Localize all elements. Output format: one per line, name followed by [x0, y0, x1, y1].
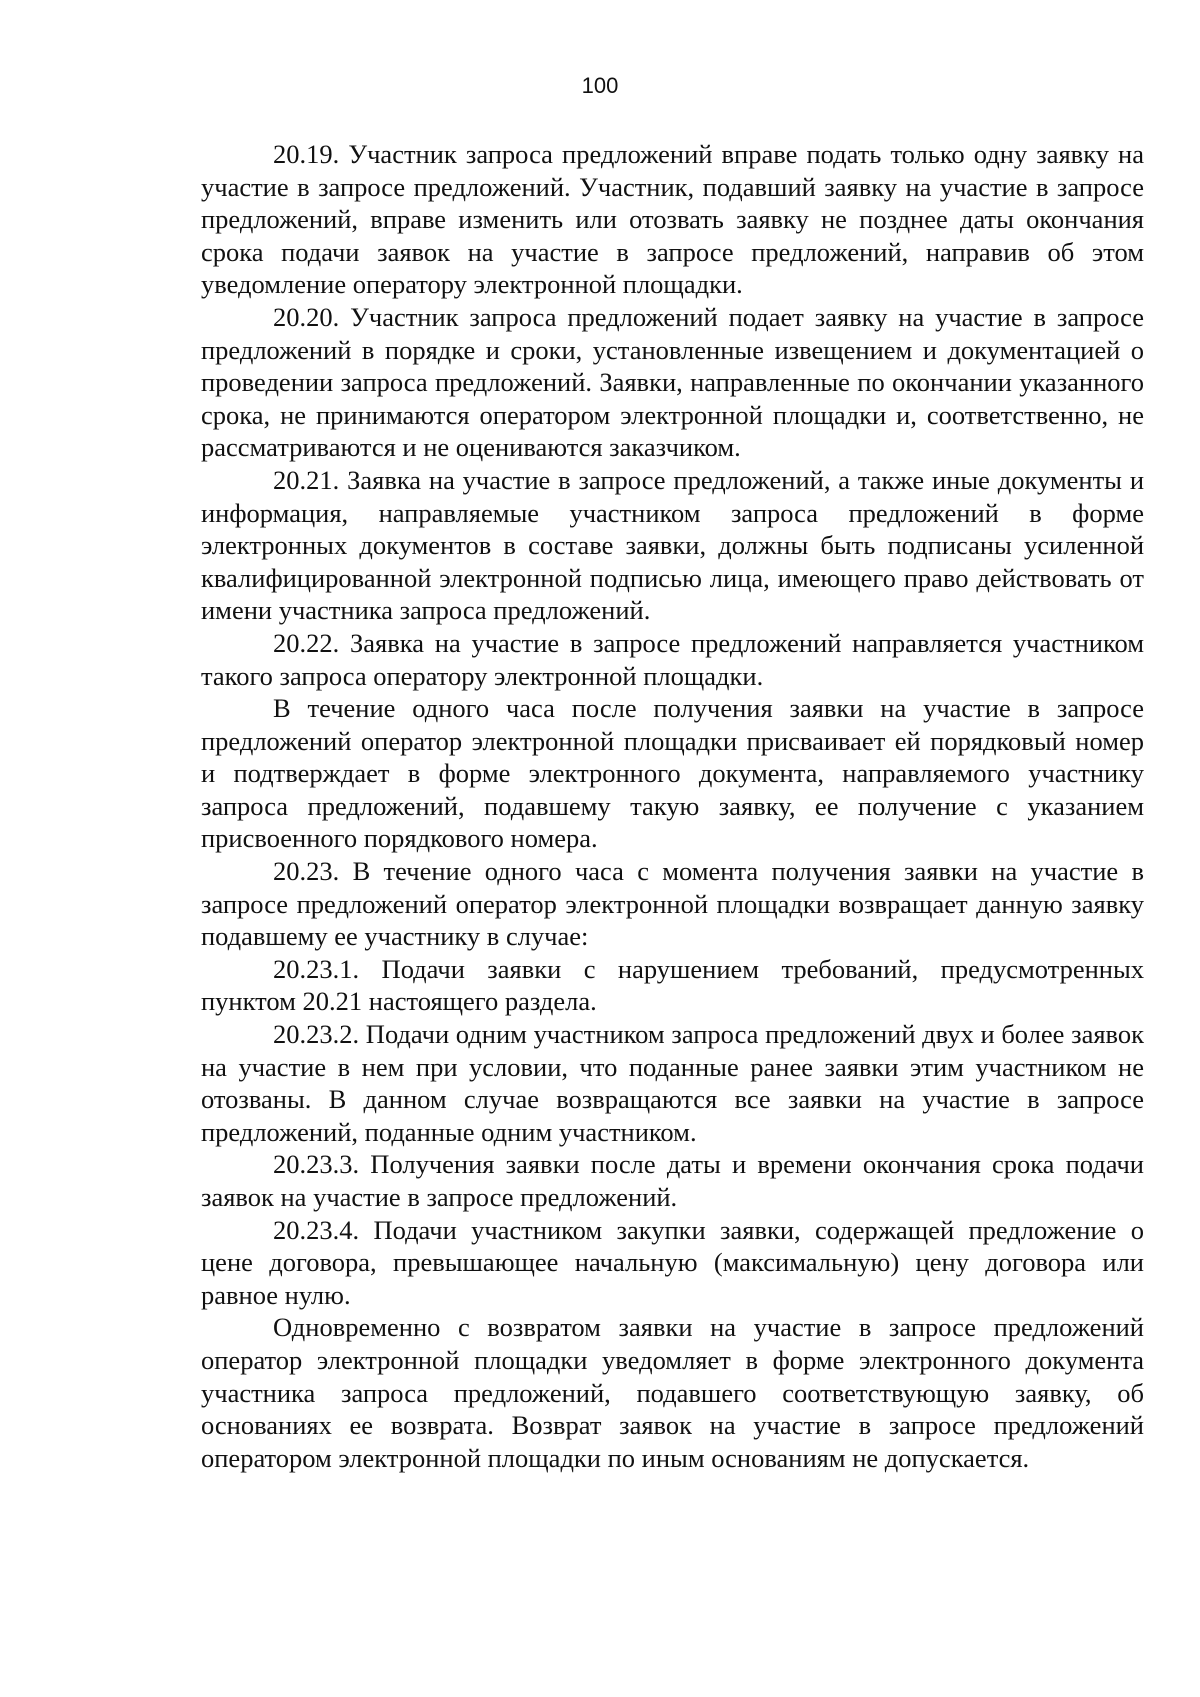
paragraph-20-22: 20.22. Заявка на участие в запросе предложений направляется участником такого запроса оператору электронной площадки.	[201, 627, 1144, 691]
paragraph-20-19: 20.19. Участник запроса предложений вправе подать только одну заявку на участие в запросе предложений. Участник, подавший заявку на участие в запросе предложений, вправе изменить или отозвать заявку не позднее даты окончания срока подачи заявок на участие в запросе предложений, направив об этом уведомление оператору электронной площадки.	[201, 139, 1144, 300]
paragraph-return-notice: Одновременно с возвратом заявки на участие в запросе предложений оператор электронной площадки уведомляет в форме электронного документа участника запроса предложений, подавшего соответствующую заявку, об основаниях ее возврата. Возврат заявок на участие в запросе предложений оператором электронной площадки по иным основаниям не допускается.	[201, 1312, 1144, 1473]
paragraph-20-21: 20.21. Заявка на участие в запросе предложений, а также иные документы и информация, направляемые участником запроса предложений в форме электронных документов в составе заявки, должны быть подписаны усиленной квалифицированной электронной подписью лица, имеющего право действовать от имени участника запроса предложений.	[201, 464, 1144, 626]
document-body	[201, 138, 1144, 1474]
paragraph-20-20: 20.20. Участник запроса предложений подает заявку на участие в запросе предложений в порядке и сроки, установленные извещением и документацией о проведении запроса предложений. Заявки, направленные по окончании указанного срока, не принимаются оператором электронной площадки и, соответственно, не рассматриваются и не оцениваются заказчиком.	[201, 301, 1144, 463]
paragraph-20-23-2: 20.23.2. Подачи одним участником запроса предложений двух и более заявок на участие в нем при условии, что поданные ранее заявки этим участником не отозваны. В данном случае возвращаются все заявки на участие в запросе предложений, поданные одним участником.	[201, 1019, 1144, 1147]
paragraph-20-23: 20.23. В течение одного часа с момента получения заявки на участие в запросе предложений оператор электронной площадки возвращает данную заявку подавшему ее участнику в случае:	[201, 856, 1144, 952]
paragraph-20-23-3: 20.23.3. Получения заявки после даты и времени окончания срока подачи заявок на участие в запросе предложений.	[201, 1149, 1144, 1212]
paragraph-20-23-1: 20.23.1. Подачи заявки с нарушением требований, предусмотренных пунктом 20.21 настоящего раздела.	[201, 953, 1144, 1017]
paragraph-20-23-4: 20.23.4. Подачи участником закупки заявки, содержащей предложение о цене договора, превышающее начальную (максимальную) цену договора или равное нулю.	[201, 1214, 1144, 1310]
paragraph-20-22-continuation: В течение одного часа после получения заявки на участие в запросе предложений оператор электронной площадки присваивает ей порядковый номер и подтверждает в форме электронного документа, направляемого участнику запроса предложений, подавшему такую заявку, ее получение с указанием присвоенного порядкового номера.	[201, 693, 1144, 854]
page-number: 100	[581, 73, 619, 98]
